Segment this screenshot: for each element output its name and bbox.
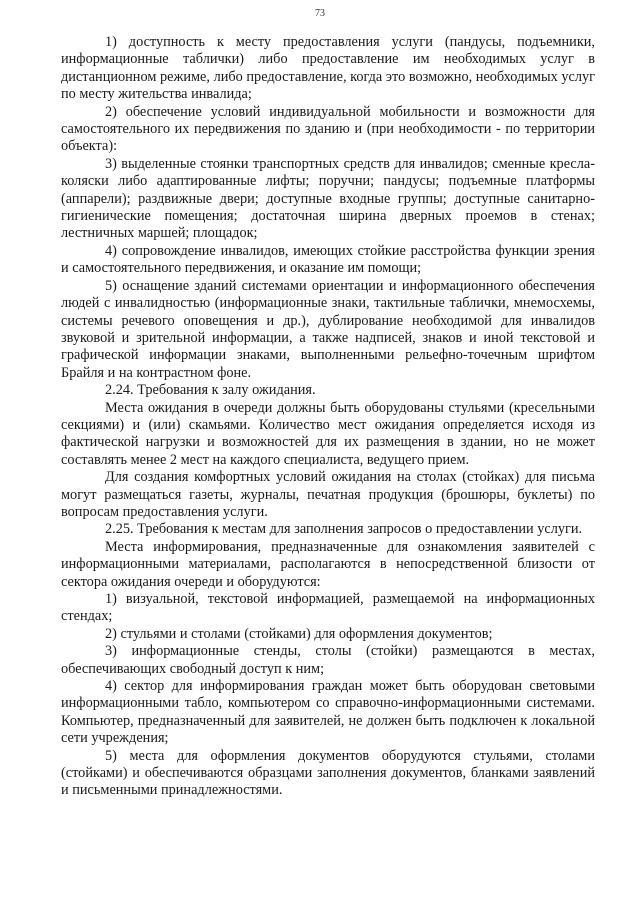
paragraph: 1) визуальной, текстовой информацией, размещаемой на информационных стендах;: [61, 591, 595, 625]
section-heading-2-24: 2.24. Требования к залу ожидания.: [105, 382, 316, 399]
page-number: 73: [315, 8, 325, 19]
paragraph: 4) сопровождение инвалидов, имеющих стойкие расстройства функции зрения и самостоятельного передвижения, и оказание им помощи;: [61, 242, 595, 277]
paragraph: 3) выделенные стоянки транспортных средств для инвалидов; сменные кресла-коляски либо адаптированные лифты; поручни; пандусы; подъемные платформы (аппарели); раздвижные двери; доступные входные группы; доступные санитарно-гигиенические помещения; достаточная ширина дверных проемов в стенах; лестничных маршей; площадок;: [61, 155, 595, 242]
paragraph: Для создания комфортных условий ожидания на столах (стойках) для письма могут размещаться газеты, журналы, печатная продукция (брошюры, буклеты) по вопросам предоставления услуги.: [61, 469, 595, 520]
section-heading-2-25: 2.25. Требования к местам для заполнения запросов о предоставлении услуги.: [105, 521, 583, 538]
paragraph: 5) оснащение зданий системами ориентации и информационного обеспечения людей с инвалидностью (информационные знаки, тактильные таблички, мнемосхемы, системы речевого оповещения и др.), дублирование необходимой для инвалидов звуковой и зрительной информации, а также надписей, знаков и иной текстовой и графической информации знаками, выполненными рельефно-точечным шрифтом Брайля и на контрастном фоне.: [61, 277, 595, 381]
paragraph: 4) сектор для информирования граждан может быть оборудован световыми информационными табло, компьютером со справочно-информационными системами. Компьютер, предназначенный для заявителей, не должен быть подключен к локальной сети учреждения;: [61, 678, 595, 747]
paragraph: Места ожидания в очереди должны быть оборудованы стульями (кресельными секциями) и (или) скамьями. Количество мест ожидания определяется исходя из фактической нагрузки и возможностей для их размещения в здании, но не может составлять менее 2 мест на каждого специалиста, ведущего прием.: [61, 399, 595, 468]
paragraph: 2) стульями и столами (стойками) для оформления документов;: [105, 625, 493, 642]
document-body: [61, 34, 595, 800]
paragraph: 1) доступность к месту предоставления услуги (пандусы, подъемники, информационные таблички) либо предоставление им необходимых услуг в дистанционном режиме, либо предоставление, когда это возможно, необходимых услуг по месту жительства инвалида;: [61, 34, 595, 103]
paragraph: 5) места для оформления документов оборудуются стульями, столами (стойками) и обеспечиваются образцами заполнения документов, бланками заявлений и письменными принадлежностями.: [61, 747, 595, 799]
paragraph: Места информирования, предназначенные для ознакомления заявителей с информационными материалами, располагаются в непосредственной близости от сектора ожидания очереди и оборудуются:: [61, 538, 595, 590]
paragraph: 3) информационные стенды, столы (стойки) размещаются в местах, обеспечивающих свободный доступ к ним;: [61, 643, 595, 677]
paragraph: 2) обеспечение условий индивидуальной мобильности и возможности для самостоятельного их передвижения по зданию и (при необходимости - по территории объекта):: [61, 103, 595, 155]
